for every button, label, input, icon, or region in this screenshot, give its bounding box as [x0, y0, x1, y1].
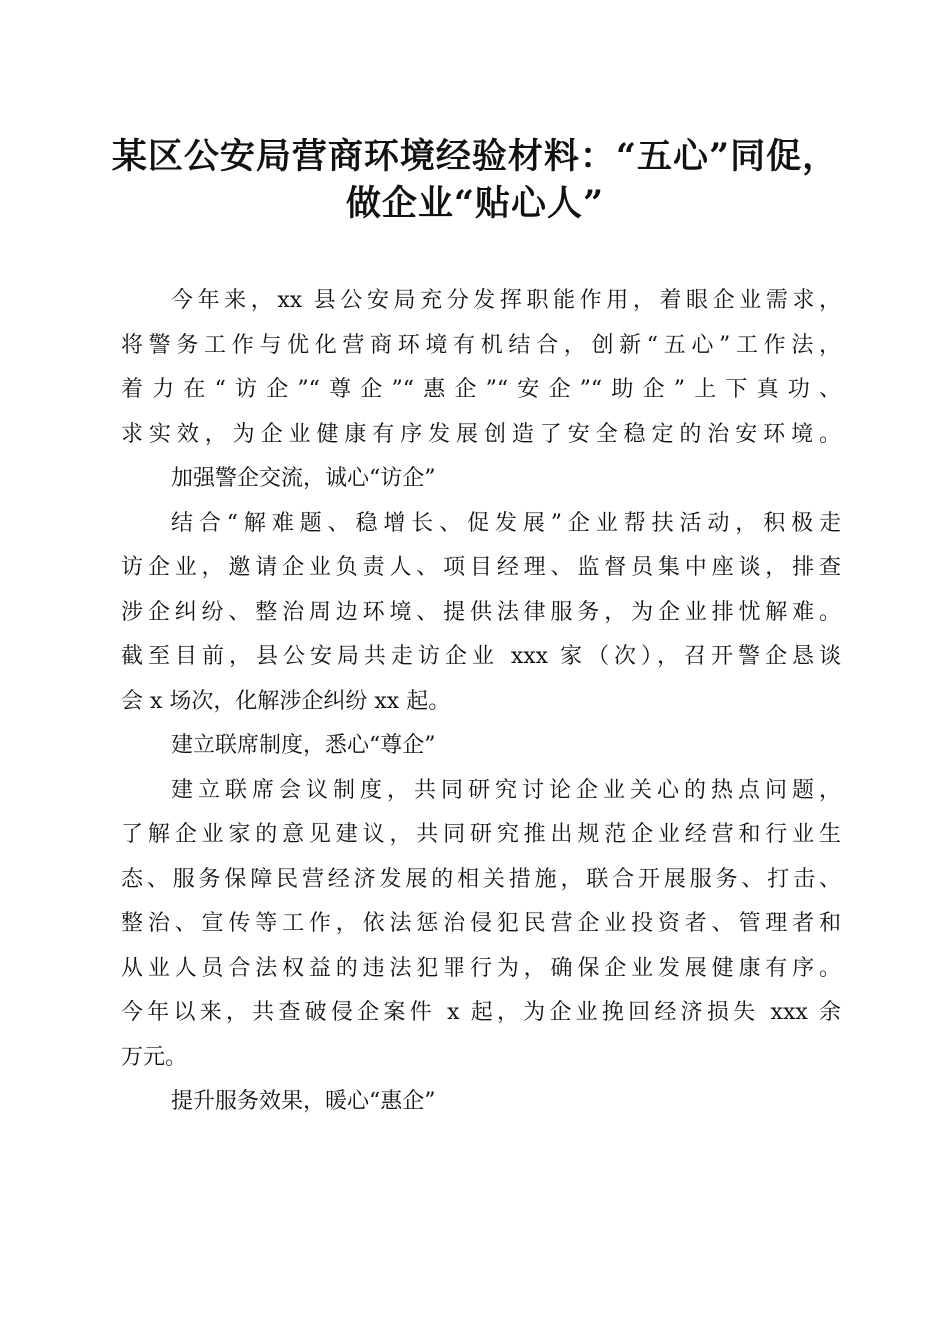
- paragraph-line: 结合“解难题、稳增长、促发展”企业帮扶活动，积极走: [171, 510, 841, 536]
- paragraph-line: 今年来，xx 县公安局充分发挥职能作用，着眼企业需求，: [171, 288, 841, 313]
- paragraph-line: 了解企业家的意见建议，共同研究推出规范企业经营和行业生: [121, 822, 841, 847]
- paragraph-line: 万元。: [121, 1044, 188, 1070]
- paragraph-line: 整治、宣传等工作，依法惩治侵犯民营企业投资者、管理者和: [121, 911, 841, 936]
- paragraph-line: 访企业，邀请企业负责人、项目经理、监督员集中座谈，排查: [121, 555, 841, 580]
- document-title-line-1: 某区公安局营商环境经验材料：“五心”同促，: [111, 136, 839, 177]
- paragraph-line: 涉企纠纷、整治周边环境、提供法律服务，为企业排忧解难。: [121, 599, 841, 625]
- paragraph-line: 从业人员合法权益的违法犯罪行为，确保企业发展健康有序。: [121, 955, 841, 981]
- section-heading: 建立联席制度，悉心“尊企”: [171, 733, 436, 758]
- paragraph-line: 会 x 场次，化解涉企纠纷 xx 起。: [121, 688, 451, 714]
- paragraph-line: 求实效，为企业健康有序发展创造了安全稳定的治安环境。: [121, 421, 841, 447]
- document-body: [121, 279, 841, 1125]
- paragraph-line: 建立联席会议制度，共同研究讨论企业关心的热点问题，: [171, 777, 841, 803]
- document-title-line-2: 做企业“贴心人”: [345, 183, 605, 224]
- paragraph-line: 着力在“访企”“尊企”“惠企”“安企”“助企”上下真功、: [121, 377, 841, 402]
- paragraph-line: 态、服务保障民营经济发展的相关措施，联合开展服务、打击、: [121, 866, 841, 892]
- paragraph-line: 今年以来，共查破侵企案件 x 起，为企业挽回经济损失 xxx 余: [121, 1000, 841, 1025]
- section-heading: 提升服务效果，暖心“惠企”: [171, 1089, 436, 1114]
- paragraph-line: 将警务工作与优化营商环境有机结合，创新“五心”工作法，: [121, 332, 841, 358]
- paragraph-line: 截至目前，县公安局共走访企业 xxx 家（次），召开警企恳谈: [121, 644, 841, 669]
- section-heading: 加强警企交流，诚心“访企”: [171, 466, 436, 491]
